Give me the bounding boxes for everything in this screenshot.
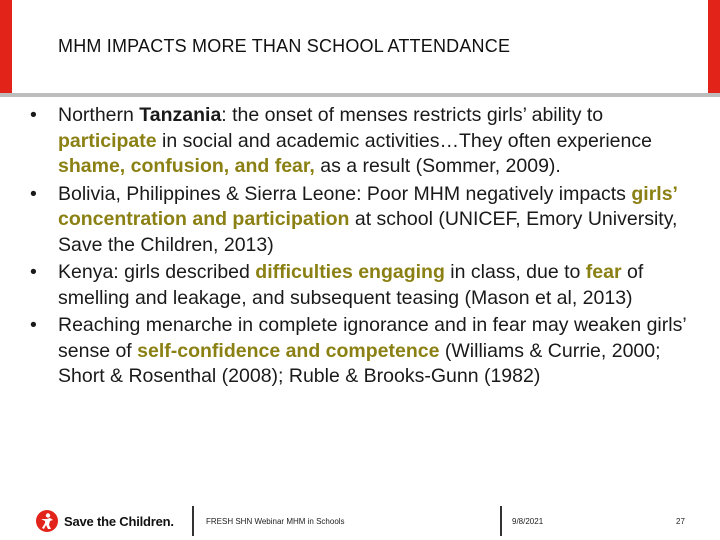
bullet-item-kenya <box>30 260 690 311</box>
save-the-children-logo-icon <box>36 510 58 532</box>
bullet-text: (Williams & Currie, 2000; Short & Rosenthal (2008); Ruble & Brooks-Gunn (1982) <box>58 339 661 387</box>
bullet-text: Northern <box>58 104 140 126</box>
title-band <box>12 0 708 93</box>
bullet-item-menarche <box>30 313 690 390</box>
bullet-text: at school (UNICEF, Emory University, Save the Children, 2013) <box>58 208 678 256</box>
bullet-glyph: • <box>30 104 37 126</box>
bullet-text: Kenya: girls described <box>58 261 256 283</box>
logo-wordmark: Save the Children. <box>64 513 174 529</box>
bullet-glyph: • <box>30 261 37 283</box>
title-divider <box>0 93 720 97</box>
bullet-item-tanzania <box>30 103 690 180</box>
bullet-highlight: shame, confusion, and fear, <box>58 155 315 177</box>
footer-separator <box>192 506 194 536</box>
slide-title: MHM IMPACTS MORE THAN SCHOOL ATTENDANCE <box>58 36 511 56</box>
bullet-text: Reaching menarche in complete ignorance and in fear may weaken girls’ sense of <box>58 314 686 362</box>
left-accent-bar <box>0 0 12 93</box>
slide-footer <box>0 500 720 540</box>
footer-separator <box>500 506 502 536</box>
bullet-highlight: fear <box>585 261 622 283</box>
bullet-text: of smelling and leakage, and subsequent teasing (Mason et al, 2013) <box>58 261 644 309</box>
bullet-text: as a result (Sommer, 2009). <box>314 155 561 177</box>
bullet-text: in class, due to <box>444 261 586 283</box>
bullet-text: Bolivia, Philippines & Sierra Leone: Poor MHM negatively impacts <box>58 182 632 205</box>
bullet-glyph: • <box>30 314 37 336</box>
bullet-emphasis: Tanzania <box>139 104 222 126</box>
bullet-highlight: self-confidence and competence <box>137 339 440 362</box>
bullet-text: in social and academic activities…They often experience <box>156 129 652 152</box>
slide-body <box>30 103 690 392</box>
right-accent-bar <box>708 0 720 93</box>
page-number: 27 <box>676 517 685 526</box>
footer-date: 9/8/2021 <box>512 517 544 526</box>
save-the-children-logo <box>36 510 174 532</box>
bullet-text: : the onset of menses restricts girls’ ability to <box>221 104 604 126</box>
bullet-list <box>30 103 690 390</box>
bullet-highlight: girls’ concentration and participation <box>58 182 677 230</box>
bullet-item-bolivia <box>30 182 690 259</box>
bullet-highlight: difficulties engaging <box>255 261 445 283</box>
bullet-glyph: • <box>30 182 37 205</box>
bullet-highlight: participate <box>58 129 157 152</box>
footer-webinar-title: FRESH SHN Webinar MHM in Schools <box>206 517 345 526</box>
